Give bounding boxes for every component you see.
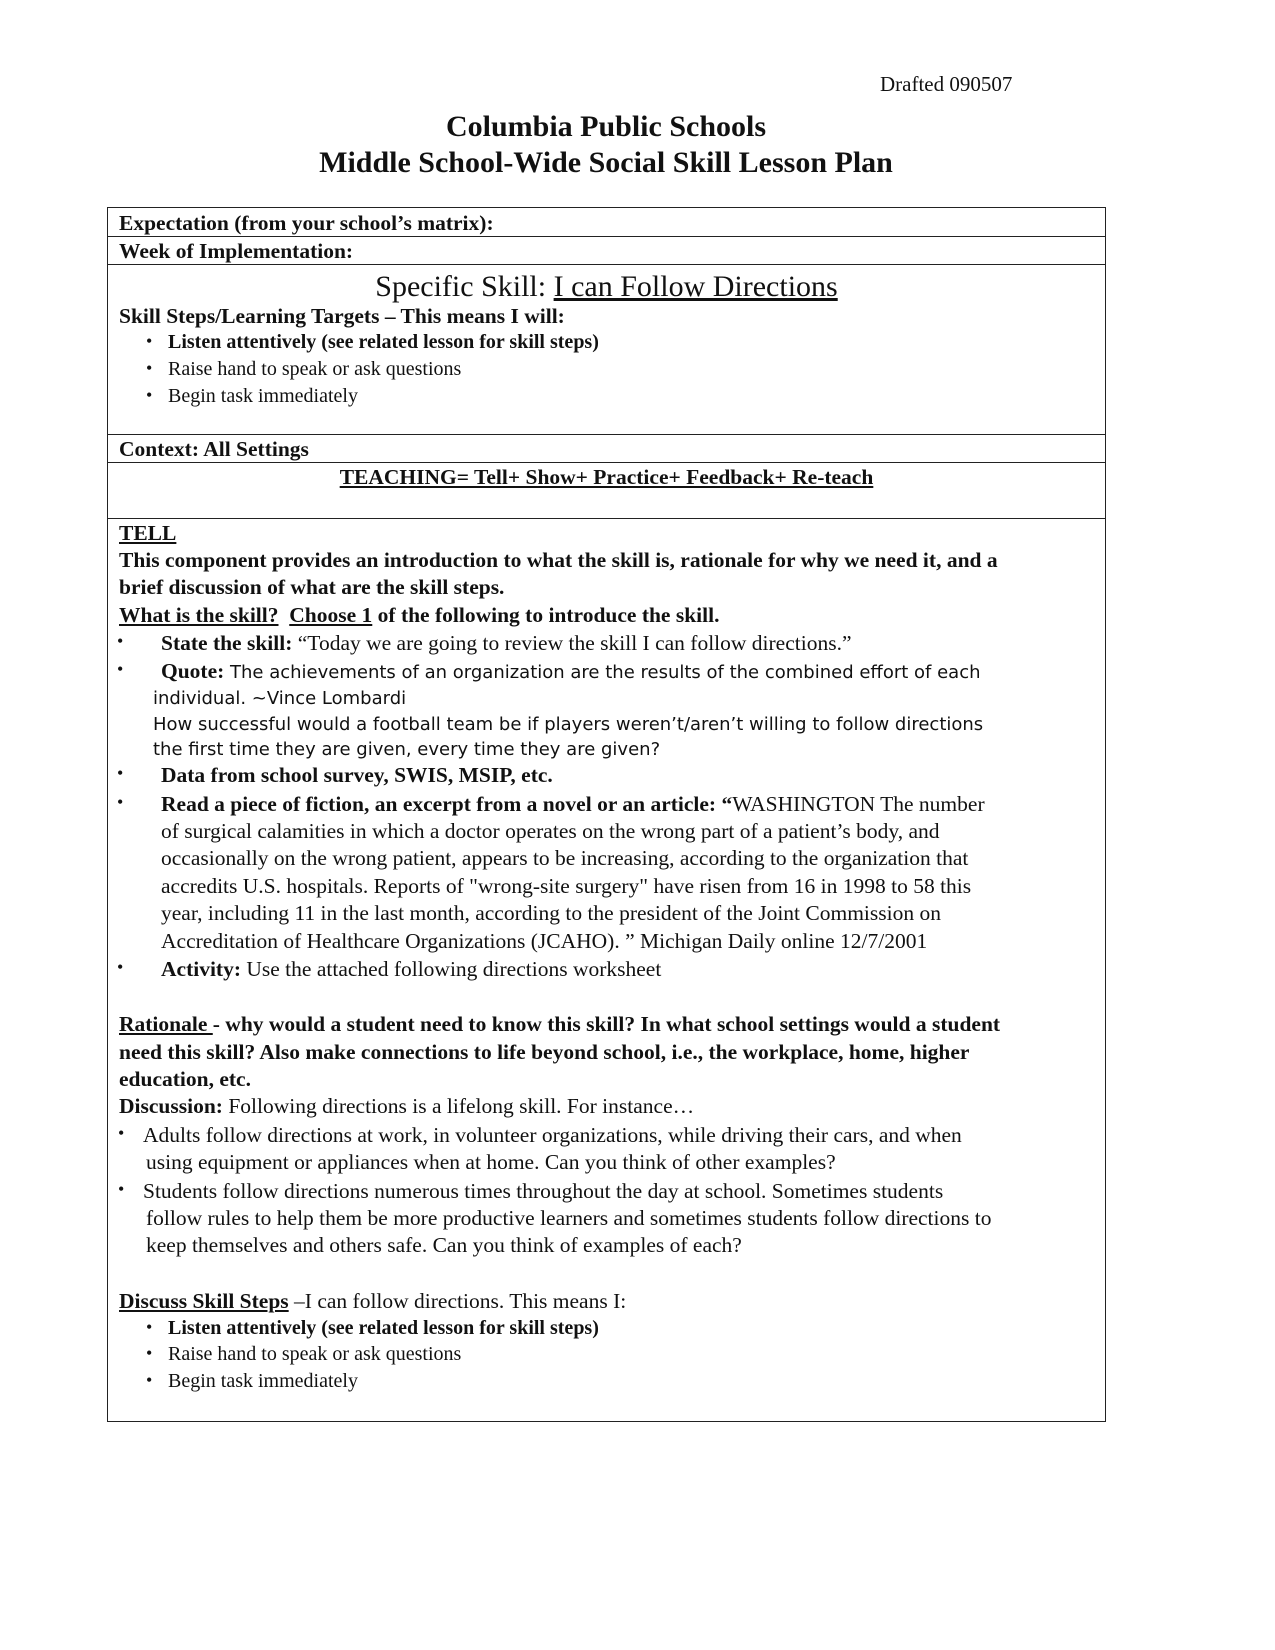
rationale-line bbox=[119, 1011, 1000, 1038]
discussion-bullet: keep themselves and others safe. Can you think of examples of each? bbox=[146, 1233, 742, 1257]
state-skill-label: State the skill: bbox=[161, 631, 293, 655]
discuss-step: Raise hand to speak or ask questions bbox=[168, 1343, 462, 1365]
rationale-text: need this skill? Also make connections to life beyond school, i.e., the workplace, home, higher bbox=[119, 1040, 970, 1064]
divider bbox=[108, 518, 1105, 519]
lesson-plan-box bbox=[107, 207, 1106, 1422]
state-skill-item bbox=[161, 630, 852, 657]
activity-item bbox=[161, 956, 661, 983]
week-label: Week of Implementation: bbox=[119, 239, 354, 263]
rationale-text: - why would a student need to know this skill? In what school settings would a student bbox=[212, 1012, 1001, 1036]
teaching-formula: TEACHING= Tell+ Show+ Practice+ Feedback+ Re-teach bbox=[339, 465, 874, 489]
drafted-date: Drafted 090507 bbox=[880, 72, 1013, 96]
discuss-skill-steps-line bbox=[119, 1288, 626, 1315]
bullet-icon: • bbox=[146, 1343, 153, 1363]
divider bbox=[108, 434, 1105, 435]
read-item bbox=[161, 791, 985, 818]
quote-text: individual. ~Vince Lombardi bbox=[153, 688, 407, 709]
expectation-label: Expectation (from your school’s matrix): bbox=[119, 211, 494, 235]
quote-item bbox=[161, 658, 981, 686]
skill-step: Begin task immediately bbox=[168, 385, 358, 407]
rationale-label: Rationale bbox=[119, 1012, 213, 1036]
discussion-bullet: Adults follow directions at work, in volunteer organizations, while driving their cars, and when bbox=[143, 1123, 962, 1147]
data-item: Data from school survey, SWIS, MSIP, etc. bbox=[161, 763, 553, 787]
discussion-line bbox=[119, 1093, 694, 1120]
bullet-icon: • bbox=[146, 1370, 153, 1390]
discussion-text: Following directions is a lifelong skill. For instance… bbox=[222, 1094, 695, 1118]
specific-skill-heading bbox=[108, 270, 1105, 304]
tell-intro: This component provides an introduction to what the skill is, rationale for why we need it, and a bbox=[119, 548, 998, 572]
what-is-skill-label: What is the skill? bbox=[119, 603, 279, 627]
bullet-icon: • bbox=[117, 792, 124, 812]
bullet-icon: • bbox=[117, 659, 124, 679]
read-text: WASHINGTON The number bbox=[732, 792, 985, 816]
read-text: accredits U.S. hospitals. Reports of "wrong-site surgery" have risen from 16 in 1998 to 58 this bbox=[161, 874, 972, 898]
read-text: Accreditation of Healthcare Organizations (JCAHO). ” Michigan Daily online 12/7/2001 bbox=[161, 929, 928, 953]
bullet-icon: • bbox=[117, 957, 124, 977]
read-text: of surgical calamities in which a doctor operates on the wrong part of a patient’s body, and bbox=[161, 819, 940, 843]
page-subtitle: Middle School-Wide Social Skill Lesson Plan bbox=[319, 146, 893, 179]
activity-label: Activity: bbox=[161, 957, 241, 981]
read-label: Read a piece of fiction, an excerpt from a novel or an article: “ bbox=[161, 792, 733, 816]
context-label: Context: All Settings bbox=[119, 437, 309, 461]
skill-step: Raise hand to speak or ask questions bbox=[168, 358, 462, 380]
discuss-step: Listen attentively (see related lesson for skill steps) bbox=[168, 1317, 599, 1339]
specific-skill-name: I can Follow Directions bbox=[553, 270, 838, 303]
bullet-icon: • bbox=[117, 763, 124, 783]
read-text: year, including 11 in the last month, according to the president of the Joint Commission on bbox=[161, 901, 941, 925]
skill-steps-heading: Skill Steps/Learning Targets – This means I will: bbox=[119, 304, 565, 328]
activity-text: Use the attached following directions worksheet bbox=[241, 957, 662, 981]
bullet-icon: • bbox=[117, 631, 124, 651]
bullet-icon: • bbox=[146, 1317, 153, 1337]
bullet-icon: • bbox=[118, 1123, 125, 1143]
discuss-skill-steps-label: Discuss Skill Steps bbox=[119, 1289, 289, 1313]
choose-one-label: Choose 1 bbox=[289, 603, 373, 627]
bullet-icon: • bbox=[118, 1179, 125, 1199]
discuss-step: Begin task immediately bbox=[168, 1370, 358, 1392]
tell-heading: TELL bbox=[119, 521, 177, 545]
quote-text: The achievements of an organization are the results of the combined effort of each bbox=[224, 662, 981, 683]
skill-step: Listen attentively (see related lesson for skill steps) bbox=[168, 331, 599, 353]
page-title: Columbia Public Schools bbox=[445, 110, 767, 143]
tell-intro: brief discussion of what are the skill steps. bbox=[119, 575, 505, 599]
quote-label: Quote: bbox=[161, 659, 225, 683]
discussion-bullet: Students follow directions numerous times throughout the day at school. Sometimes students bbox=[143, 1179, 944, 1203]
rationale-text: education, etc. bbox=[119, 1067, 251, 1091]
quote-text: the first time they are given, every time they are given? bbox=[153, 739, 661, 760]
discussion-label: Discussion: bbox=[119, 1094, 223, 1118]
read-text: occasionally on the wrong patient, appears to be increasing, according to the organization that bbox=[161, 846, 969, 870]
discussion-bullet: using equipment or appliances when at home. Can you think of other examples? bbox=[146, 1150, 836, 1174]
bullet-icon: • bbox=[146, 358, 153, 378]
state-skill-text: “Today we are going to review the skill I can follow directions.” bbox=[292, 631, 852, 655]
choose-rest: of the following to introduce the skill. bbox=[372, 603, 720, 627]
what-is-skill-line bbox=[119, 602, 719, 629]
discuss-skill-steps-text: –I can follow directions. This means I: bbox=[288, 1289, 627, 1313]
quote-text: How successful would a football team be if players weren’t/aren’t willing to follow directions bbox=[153, 714, 984, 735]
bullet-icon: • bbox=[146, 331, 153, 351]
specific-skill-prefix: Specific Skill: bbox=[375, 270, 554, 303]
bullet-icon: • bbox=[146, 385, 153, 405]
discussion-bullet: follow rules to help them be more productive learners and sometimes students follow directions to bbox=[146, 1206, 992, 1230]
